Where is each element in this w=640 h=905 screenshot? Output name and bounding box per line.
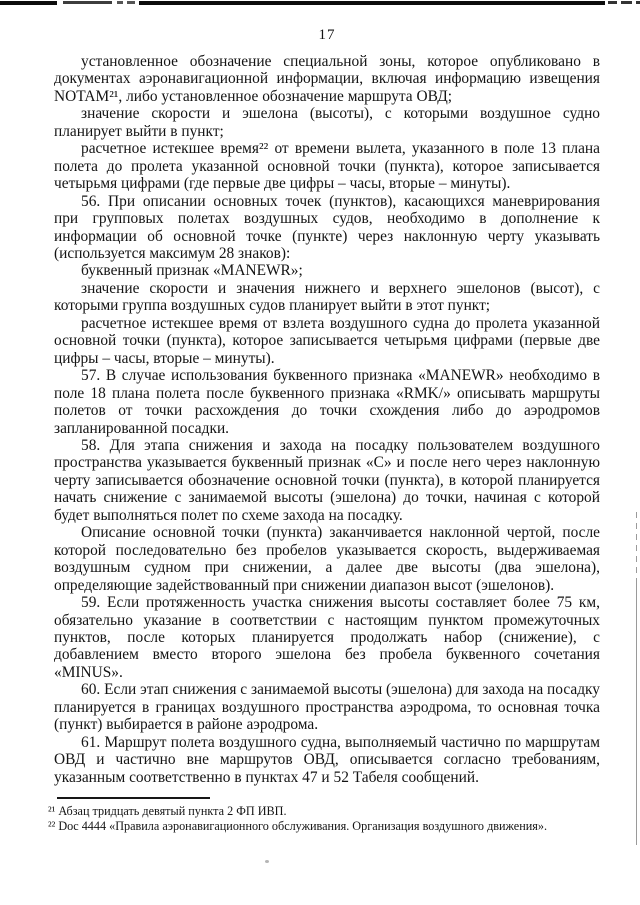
paragraph: Описание основной точки (пункта) заканчивается наклонной чертой, после которой последовательно без пробелов указывается скорость, выдерживаемая воздушным судном при снижении, а далее две высоты (два эшелона), определяющие задействованный при снижении диапазон высот (эшелонов). <box>54 524 600 594</box>
footnote: ²² Doc 4444 «Правила аэронавигационного обслуживания. Организация воздушного движения». <box>48 818 548 833</box>
paragraph: буквенный признак «MANEWR»; <box>81 262 303 280</box>
page-number: 17 <box>318 27 336 43</box>
scan-artifact-top-edge <box>0 0 640 7</box>
paragraph: установленное обозначение специальной зоны, которое опубликовано в документах аэронавигационной информации, включая информацию извещения NOTAM²¹, либо установленное обозначение маршрута ОВД; <box>54 53 600 105</box>
paragraph: 57. В случае использования буквенного признака «MANEWR» необходимо в поле 18 плана полета после буквенного признака «RMK/» описывать маршруты полетов от точки расхождения до точки схождения либо до аэродромов запланированной посадки. <box>54 367 600 437</box>
paragraph: расчетное истекшее время от взлета воздушного судна до пролета указанной основной точки (пункта), которое записывается четырьмя цифрами (первые две цифры – часы, вторые – минуты). <box>54 314 600 367</box>
scan-bar-segment <box>117 1 123 4</box>
scan-artifact-right-edge <box>636 512 637 845</box>
paragraph: значение скорости и эшелона (высоты), с которыми воздушное судно планирует выйти в пункт; <box>54 105 600 140</box>
footnote-separator-rule <box>57 797 210 799</box>
paragraph: 60. Если этап снижения с занимаемой высоты (эшелона) для захода на посадку планируется в границах воздушного пространства аэродрома, то основная точка (пункт) выбирается в районе аэродрома. <box>54 681 600 734</box>
scan-bar-segment <box>0 1 57 5</box>
paragraph: значение скорости и значения нижнего и верхнего эшелонов (высот), с которыми группа воздушных судов планирует выйти в этот пункт; <box>54 279 600 315</box>
footnotes <box>48 804 604 833</box>
paragraph: расчетное истекшее время²² от времени вылета, указанного в поле 13 плана полета до пролета указанной основной точки (пункта), которое записывается четырьмя цифрами (где первые две цифры – часы, вторые – минуты). <box>54 140 600 193</box>
scan-bar-segment <box>621 1 632 4</box>
paragraph: 58. Для этапа снижения и захода на посадку пользователем воздушного пространства указывается буквенный признак «С» и после него через наклонную черту записывается обозначение основной точки (пункта), в которой планируется начать снижение с занимаемой высоты (эшелона) до точки, начиная с которой будет выполняться полет по схеме захода на посадку. <box>54 436 600 524</box>
paragraph: 56. При описании основных точек (пунктов), касающихся маневрирования при групповых полетах воздушных судов, необходимо в дополнение к информации об основной точке (пункте) через наклонную черту указывать (используется максимум 28 знаков): <box>54 192 600 262</box>
footnote: ²¹ Абзац тридцать девятый пункта 2 ФП ИВП. <box>48 804 287 818</box>
paragraph: 61. Маршрут полета воздушного судна, выполняемый частично по маршрутам ОВД и частично вне маршрутов ОВД, описывается согласно требованиям, указанным соответственно в пунктах 47 и 52 Табеля сообщений. <box>54 733 600 786</box>
paragraph: 59. Если протяженность участка снижения высоты составляет более 75 км, обязательно указание в соответствии с настоящим пунктом промежуточных пунктов, после которых планируется продолжать набор (снижение), с добавлением вместо второго эшелона без пробела буквенного сочетания «MINUS». <box>54 594 600 681</box>
scan-speck <box>265 860 269 863</box>
scan-bar-segment <box>139 1 605 5</box>
scan-artifact-dash <box>635 512 638 582</box>
scan-bar-segment <box>63 1 112 4</box>
scan-bar-segment <box>636 1 640 4</box>
document-body <box>54 53 600 786</box>
scan-bar-segment <box>608 1 617 4</box>
scan-bar-segment <box>127 1 135 4</box>
